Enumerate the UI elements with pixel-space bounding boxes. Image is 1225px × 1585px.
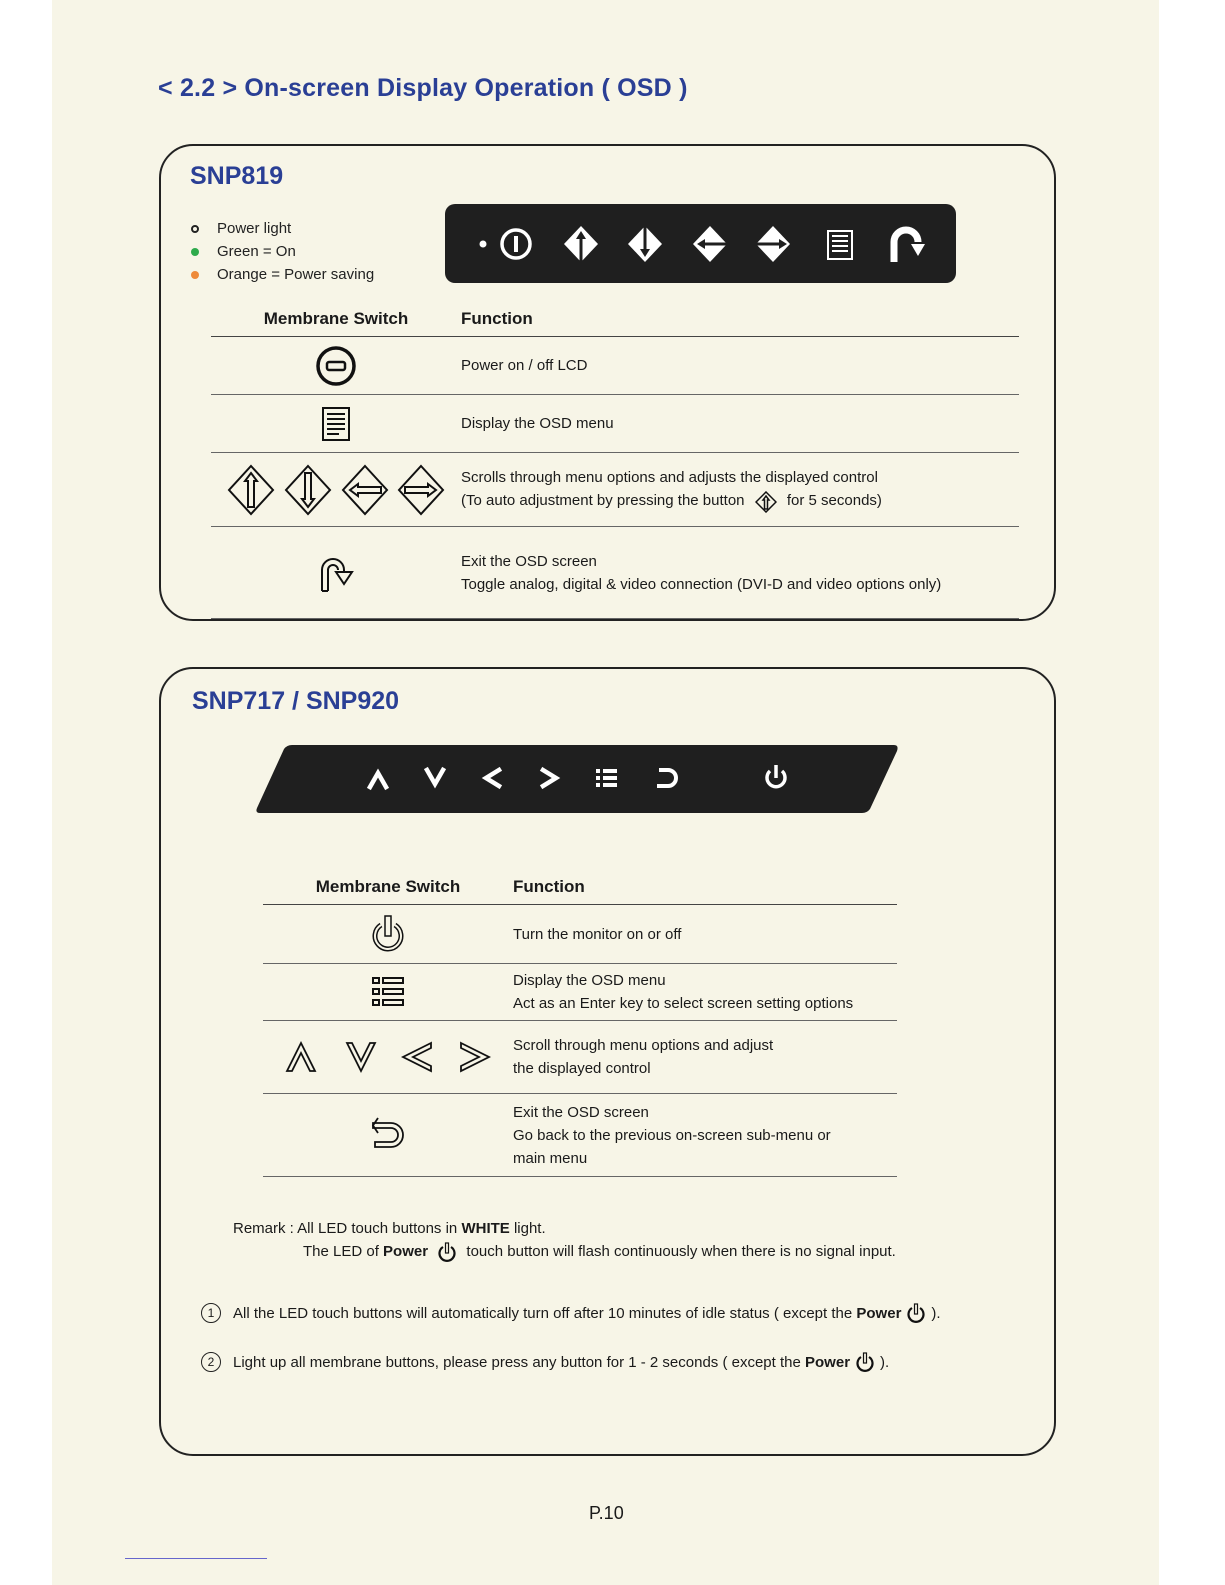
power-icon xyxy=(370,914,406,954)
orange-dot xyxy=(191,271,199,279)
green-dot xyxy=(191,248,199,256)
note-text: Light up all membrane buttons, please press any button for 1 - 2 seconds ( except the xyxy=(233,1353,801,1371)
legend-green: Green = On xyxy=(217,243,296,260)
power-light-legend xyxy=(187,217,374,286)
remark-bold: WHITE xyxy=(461,1220,510,1237)
left-arrow-icon[interactable] xyxy=(693,226,728,262)
power-icon xyxy=(856,1352,874,1372)
up-arrow-icon[interactable] xyxy=(564,226,598,262)
arrow-keys-icon xyxy=(221,463,451,517)
table-row xyxy=(263,964,897,1021)
exit-icon xyxy=(316,553,356,593)
col-function: Function xyxy=(461,302,1019,337)
right-arrow-icon[interactable] xyxy=(756,226,790,262)
note-1 xyxy=(201,1303,941,1323)
table-row xyxy=(263,905,897,964)
legend-power-light: Power light xyxy=(217,220,292,237)
back-icon xyxy=(369,1117,407,1153)
snp819-panel xyxy=(159,144,1056,621)
col-function: Function xyxy=(513,870,897,905)
power-icon[interactable] xyxy=(502,230,530,258)
col-membrane-switch: Membrane Switch xyxy=(263,870,513,905)
function-text: Turn the monitor on or off xyxy=(513,925,682,943)
legend-orange: Orange = Power saving xyxy=(217,266,375,283)
remark xyxy=(233,1217,896,1263)
page-number: P.10 xyxy=(589,1503,624,1523)
snp819-button-bar xyxy=(445,204,956,283)
function-text: Display the OSD menu xyxy=(461,415,614,432)
snp819-title: SNP819 xyxy=(190,162,284,190)
snp717-function-table xyxy=(263,870,897,1177)
up-arrow-icon xyxy=(755,491,777,513)
note-text: ). xyxy=(931,1304,941,1322)
table-row xyxy=(263,1094,897,1177)
note-number: 2 xyxy=(201,1352,221,1372)
function-text: Exit the OSD screen xyxy=(461,552,597,570)
note-bold: Power xyxy=(805,1353,851,1371)
note-text: ). xyxy=(880,1353,890,1371)
power-icon xyxy=(907,1303,925,1323)
function-text: Exit the OSD screen xyxy=(513,1103,649,1121)
table-row xyxy=(211,527,1019,619)
chevron-keys-icon xyxy=(283,1039,493,1075)
down-arrow-icon[interactable] xyxy=(628,226,662,262)
snp819-function-table xyxy=(211,302,1019,619)
power-icon xyxy=(438,1242,456,1262)
menu-icon xyxy=(321,406,351,442)
list-icon xyxy=(371,975,405,1009)
function-text: for 5 seconds) xyxy=(786,492,882,510)
table-row xyxy=(211,395,1019,453)
function-text: main menu xyxy=(513,1149,588,1167)
function-text: (To auto adjustment by pressing the button xyxy=(461,492,745,510)
function-text: Power on / off LCD xyxy=(461,357,588,374)
function-text: Scrolls through menu options and adjusts the displayed control xyxy=(461,469,878,487)
table-row xyxy=(263,1021,897,1094)
function-text: Scroll through menu options and adjust xyxy=(513,1037,774,1054)
function-text: Act as an Enter key to select screen setting options xyxy=(513,995,854,1012)
section-heading: < 2.2 > On-screen Display Operation ( OSD ) xyxy=(158,74,688,102)
note-bold: Power xyxy=(856,1304,902,1322)
snp717-button-bar xyxy=(254,743,899,815)
table-row xyxy=(211,453,1019,527)
remark-bold: Power xyxy=(383,1243,429,1260)
menu-icon[interactable] xyxy=(828,231,852,259)
note-2 xyxy=(201,1352,889,1372)
remark-text: The LED of xyxy=(303,1243,379,1260)
table-row xyxy=(211,337,1019,395)
note-number: 1 xyxy=(201,1303,221,1323)
function-text: Go back to the previous on-screen sub-menu or xyxy=(513,1126,831,1144)
remark-text: light. xyxy=(513,1220,546,1237)
function-text: Toggle analog, digital & video connection (DVI-D and video options only) xyxy=(461,575,942,593)
note-text: All the LED touch buttons will automatically turn off after 10 minutes of idle status ( except the xyxy=(233,1304,853,1322)
power-light-dot xyxy=(191,225,199,233)
remark-text: Remark : All LED touch buttons in xyxy=(233,1220,458,1237)
list-icon[interactable] xyxy=(596,769,617,787)
function-text: the displayed control xyxy=(513,1060,651,1077)
power-icon xyxy=(315,345,357,387)
remark-text: touch button will flash continuously when there is no signal input. xyxy=(466,1243,896,1260)
exit-icon[interactable] xyxy=(894,230,925,262)
col-membrane-switch: Membrane Switch xyxy=(211,302,461,337)
snp717-title: SNP717 / SNP920 xyxy=(192,687,400,715)
snp717-panel xyxy=(159,667,1056,1456)
footer-line xyxy=(125,1558,267,1559)
function-text: Display the OSD menu xyxy=(513,972,666,989)
